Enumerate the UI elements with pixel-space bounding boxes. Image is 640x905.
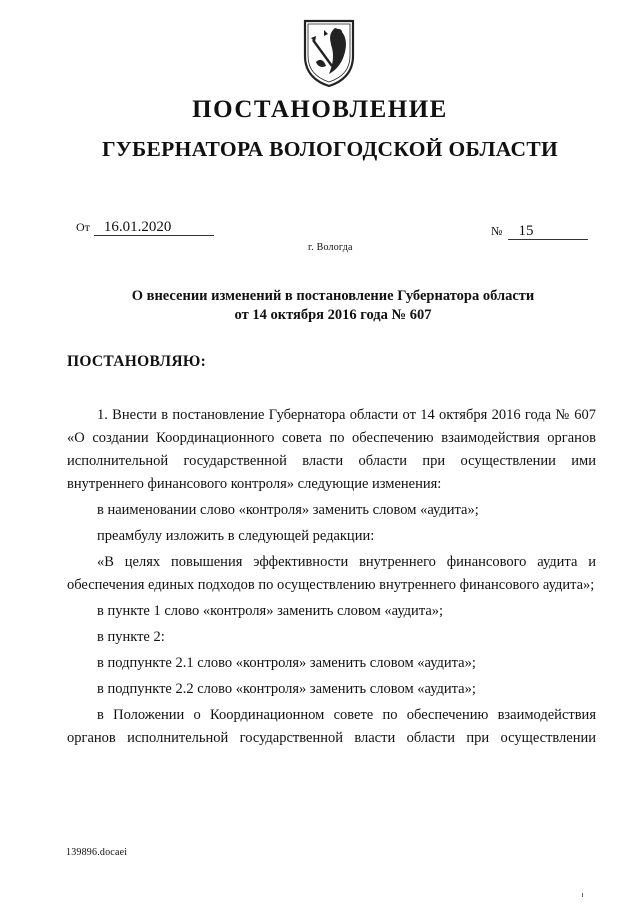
- body-paragraph-4: «В целях повышения эффективности внутреннего финансового аудита и обеспечения единых подходов по осуществлению внутреннего финансового аудита»;: [67, 554, 596, 593]
- footer-code: 139896.docaei: [66, 847, 128, 858]
- body-paragraph-3: преамбулу изложить в следующей редакции:: [97, 528, 375, 544]
- body-paragraph-6: в пункте 2:: [97, 629, 165, 645]
- number-row: [491, 223, 588, 240]
- document-subject: [0, 287, 640, 325]
- number-prefix: №: [491, 224, 503, 238]
- body-paragraph-8: в подпункте 2.2 слово «контроля» заменить словом «аудита»;: [97, 681, 476, 697]
- document-city: г. Вологда: [308, 242, 353, 253]
- date-row: [76, 219, 214, 236]
- document-title: ПОСТАНОВЛЕНИЕ: [192, 96, 448, 123]
- subject-line-2: от 14 октября 2016 года № 607: [234, 307, 432, 323]
- document-number: 15: [508, 223, 588, 240]
- body-paragraph-2: в наименовании слово «контроля» заменить словом «аудита»;: [97, 502, 479, 518]
- body-paragraph-9: в Положении о Координационном совете по обеспечению взаимодействия органов исполнительной государственной власти области при осуществлении: [67, 707, 596, 746]
- document-date: 16.01.2020: [94, 219, 214, 236]
- subject-line-1: О внесении изменений в постановление Губернатора области: [131, 288, 535, 304]
- coat-of-arms-icon: [302, 18, 356, 88]
- document-body: [67, 404, 596, 750]
- body-paragraph-5: в пункте 1 слово «контроля» заменить словом «аудита»;: [97, 603, 444, 619]
- page-mark: [582, 893, 583, 897]
- body-paragraph-1: 1. Внести в постановление Губернатора области от 14 октября 2016 года № 607 «О создании Координационного совета по обеспечению взаимодействия органов исполнительной государственной власти области при осуществлении ими внутреннего финансового контроля» следующие изменения:: [67, 407, 596, 492]
- decree-heading: ПОСТАНОВЛЯЮ:: [67, 353, 207, 370]
- body-paragraph-7: в подпункте 2.1 слово «контроля» заменить словом «аудита»;: [97, 655, 476, 671]
- date-prefix: От: [76, 220, 90, 234]
- document-subtitle: ГУБЕРНАТОРА ВОЛОГОДСКОЙ ОБЛАСТИ: [101, 137, 559, 161]
